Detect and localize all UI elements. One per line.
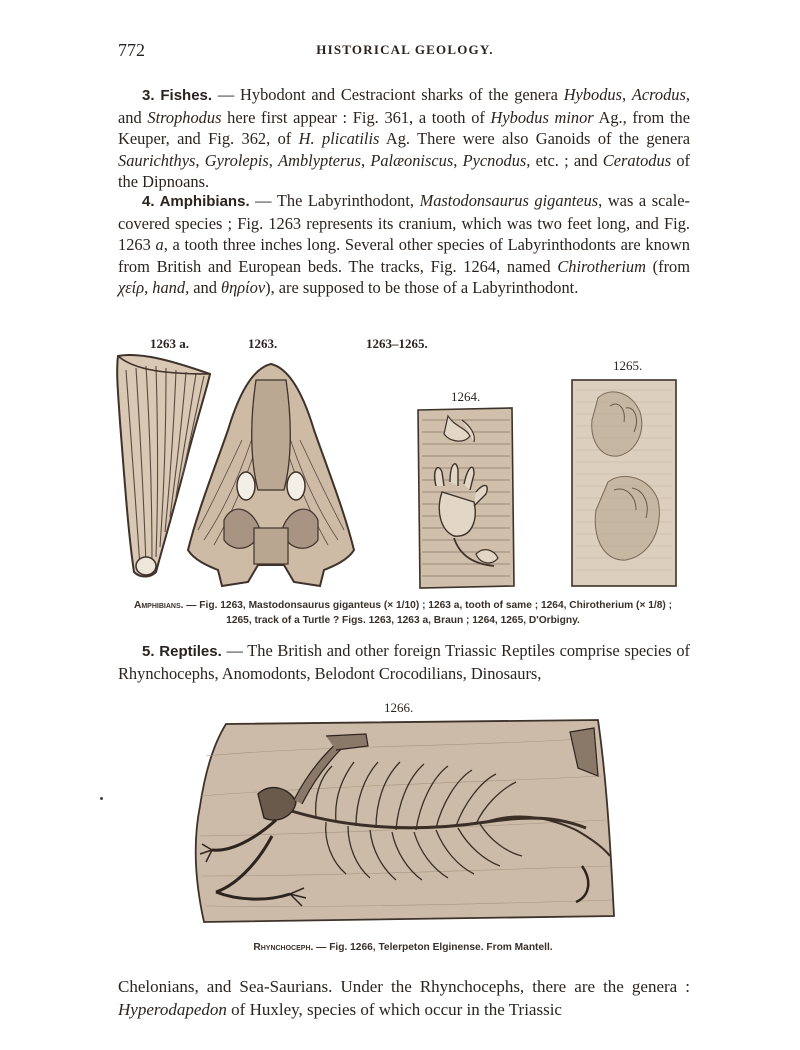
fig-label-1266: 1266.: [384, 700, 414, 715]
telerpeton-fossil-illustration: [186, 716, 618, 930]
genus-name: Palæoniscus: [370, 150, 454, 170]
fig-label-range: 1263–1265.: [366, 336, 428, 351]
greek-word: θηρίον: [221, 278, 266, 298]
genus-name: Strophodus: [147, 107, 222, 127]
figure-caption-rhynchoceph: Rhynchoceph. — Fig. 1266, Telerpeton Elginense. From Mantell.: [253, 942, 553, 953]
fishes-heading: 3. Fishes.: [142, 87, 213, 104]
genus-name: Saurichthys: [118, 150, 196, 170]
genus-name: Acrodus: [631, 85, 686, 104]
running-title: HISTORICAL GEOLOGY.: [316, 42, 494, 57]
paragraph-fishes: 3. Fishes. — Hybodont and Cestraciont sharks of the genera Hybodus, Acrodus, and Strophodus here first appear : Fig. 361, a tooth of Hybodus minor Ag., from the Keuper, and Fig. 362, of H. plicatilis Ag. There were also Ganoids of the genera Saurichthys, Gyrolepis, Amblypterus, Palæoniscus, Pycnodus, etc. ; and Ceratodus of the Dipnoans.: [118, 85, 691, 192]
reptiles-heading: 5. Reptiles.: [142, 643, 222, 660]
genus-name: Pycnodus: [462, 150, 527, 170]
turtle-track-illustration: [570, 378, 680, 590]
paragraph-reptiles: 5. Reptiles. — The British and other foreign Triassic Reptiles comprise species of Rhynchocephs, Anomodonts, Belodont Crocodilians, Dinosaurs,: [118, 641, 690, 683]
genus-name: Gyrolepis: [204, 150, 269, 170]
fig-label-1263a: 1263 a.: [150, 336, 189, 351]
figure-caption-amphibians: Amphibians. — Fig. 1263, Mastodonsaurus giganteus (× 1/10) ; 1263 a, tooth of same ; 1264, Chirotherium (× 1/8) ; 1265, track of a Turtle ? Figs. 1263, 1263 a, Braun ; 1264, 1265, D'Orbigny.: [133, 600, 673, 626]
genus-name: Ceratodus: [602, 150, 672, 170]
greek-word: χείρ, hand,: [118, 278, 190, 298]
genus-name: Hyperodapedon: [118, 1000, 227, 1019]
species-name: Hybodus minor: [490, 107, 594, 127]
caption-lead: Rhynchoceph.: [253, 942, 314, 953]
caption-lead: Amphibians.: [133, 600, 184, 611]
paragraph-amphibians: 4. Amphibians. — The Labyrinthodont, Mastodonsaurus giganteus, was a scale-covered species ; Fig. 1263 represents its cranium, which was two feet long, and Fig. 1263 a, a tooth three inches long. Several other species of Labyrinthodonts are known from British and European beds. The tracks, Fig. 1264, named Chirotherium (from χείρ, hand, and θηρίον), are supposed to be those of a Labyrinthodont.: [118, 191, 690, 298]
fig-label-1265: 1265.: [613, 358, 643, 373]
genus-name: Chirotherium: [557, 256, 646, 276]
amphibians-heading: 4. Amphibians.: [142, 193, 250, 210]
paragraph-continuation: Chelonians, and Sea-Saurians. Under the Rhynchocephs, there are the genera : Hyperodapedon of Huxley, species of which occur in the Triassic: [118, 977, 690, 1019]
species-name: H. plicatilis: [298, 129, 380, 149]
stray-mark: [100, 797, 103, 800]
genus-name: Hybodus: [563, 85, 622, 104]
page-number: 772: [118, 40, 145, 60]
fig-label-1264: 1264.: [451, 389, 481, 404]
page-header: [118, 38, 692, 66]
skull-illustration: [184, 360, 358, 590]
species-name: Mastodonsaurus giganteus: [419, 191, 599, 210]
genus-name: Amblypterus: [278, 150, 361, 170]
fig-label-1263: 1263.: [248, 336, 278, 351]
chirotherium-track-illustration: [414, 406, 518, 590]
